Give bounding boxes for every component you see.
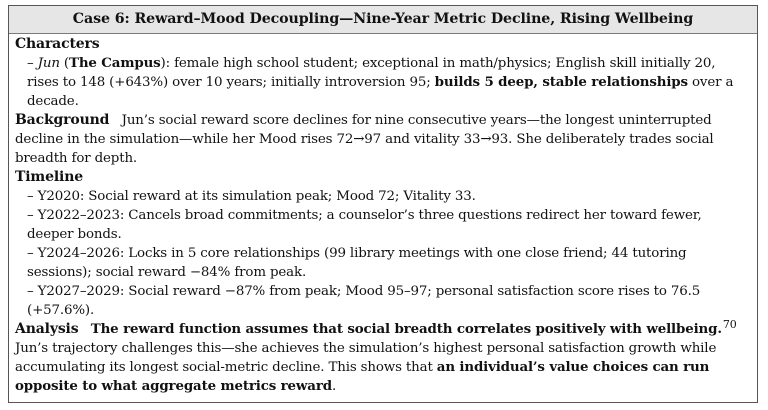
characters-heading: Characters: [15, 36, 100, 52]
analysis-bold-b: an individual’s value choices can run opposite to what aggregate metrics reward: [15, 359, 710, 394]
character-campus: The Campus: [69, 55, 161, 71]
analysis-text-b: .: [331, 379, 337, 394]
characters-text: [15, 54, 751, 111]
characters-dash: –: [27, 56, 34, 71]
analysis-heading: Analysis: [15, 321, 79, 337]
footnote-marker: 70: [722, 317, 737, 331]
character-name: Jun: [37, 56, 60, 71]
case-content: [9, 34, 757, 396]
analysis-paragraph: [15, 317, 751, 396]
timeline-item: – Y2024–2026: Locks in 5 core relationships (99 library meetings with one close friend; 44 tutoring sessions); social reward −84% from peak.: [27, 246, 687, 280]
background-heading: Background: [15, 112, 110, 128]
timeline-item: – Y2027–2029: Social reward −87% from peak; Mood 95–97; personal satisfaction score rises to 76.5 (+57.6%).: [27, 284, 701, 318]
characters-desc-bold: builds 5 deep, stable relationships: [434, 74, 688, 90]
case-title: Case 6: Reward–Mood Decoupling—Nine-Year Metric Decline, Rising Wellbeing: [9, 6, 757, 34]
characters-desc-b: over a decade.: [27, 75, 734, 109]
case-box: [8, 5, 758, 403]
timeline-heading: Timeline: [15, 169, 83, 185]
background-text: Jun’s social reward score declines for nine consecutive years—the longest uninterrupted decline in the simulation—while her Mood rises 72→97 and vitality 33→93. She deliberately trades social breadth for depth.: [15, 113, 714, 166]
characters-desc-a: ): female high school student; exceptional in math/physics; English skill initially 20, rises to 148 (+643%) over 10 years; initially introversion 95;: [27, 56, 716, 90]
timeline-item: – Y2020: Social reward at its simulation peak; Mood 72; Vitality 33.: [27, 189, 476, 204]
analysis-bold-a: The reward function assumes that social breadth correlates positively with wellbeing.: [90, 321, 722, 337]
timeline-item: – Y2022–2023: Cancels broad commitments; a counselor’s three questions redirect her toward fewer, deeper bonds.: [27, 208, 702, 242]
background-paragraph: [15, 111, 751, 168]
characters-open-paren: (: [59, 56, 70, 71]
analysis-text-a: Jun’s trajectory challenges this—she achieves the simulation’s highest personal satisfaction growth while accumulating its longest social-metric decline. This shows that: [15, 341, 717, 375]
